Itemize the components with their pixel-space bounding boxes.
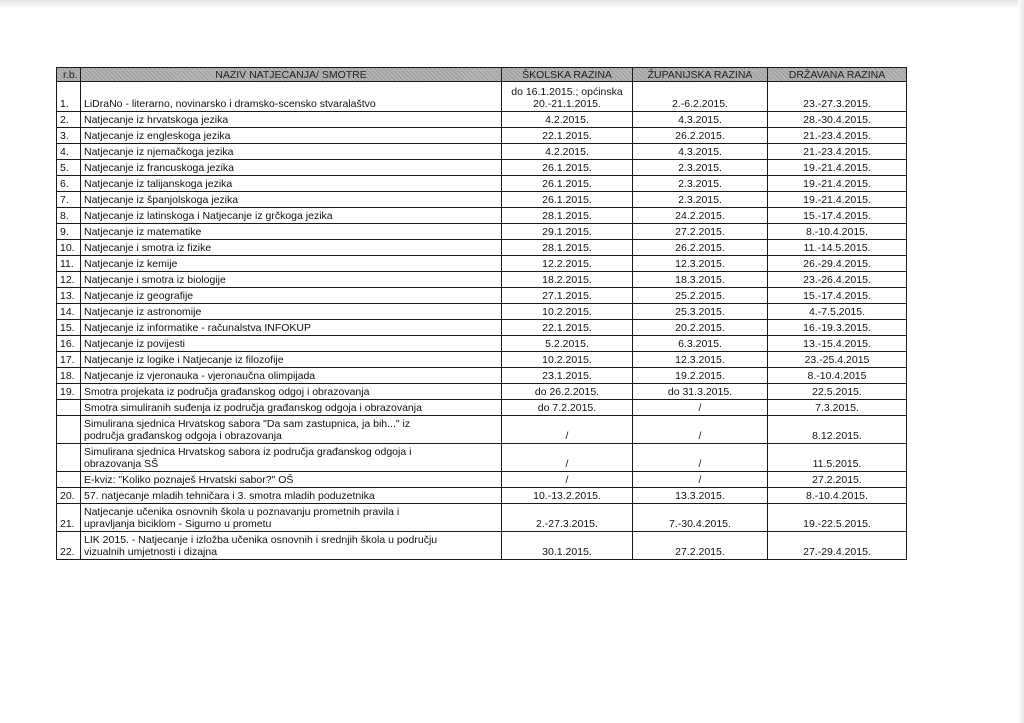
county-level-date-text: 4.3.2015. [678, 146, 722, 158]
county-level-date [633, 400, 768, 416]
row-number-text: 6. [60, 178, 69, 190]
table-row [57, 416, 907, 444]
header-skolska: ŠKOLSKA RAZINA [502, 68, 633, 82]
school-level-date-text: 22.1.2015. [542, 322, 592, 334]
school-level-date-text: 26.1.2015. [542, 162, 592, 174]
row-number-text: 17. [60, 354, 75, 366]
school-level-date-text: / [565, 474, 569, 486]
row-number-text: 1. [60, 98, 69, 110]
table-body [57, 82, 907, 560]
competition-name-text: Natjecanje iz astronomije [84, 306, 202, 318]
competition-name [81, 256, 502, 272]
row-number [57, 112, 81, 128]
competition-name [81, 304, 502, 320]
row-number [57, 304, 81, 320]
header-zupanijska: ŽUPANIJSKA RAZINA [633, 68, 768, 82]
competition-name-text: Natjecanje iz informatike - računalstva INFOKUP [84, 322, 311, 334]
table-row [57, 504, 907, 532]
competition-name-text: Smotra simuliranih suđenja iz područja građanskog odgoja i obrazovanja [84, 402, 422, 414]
competition-name-text: Smotra projekata iz područja građanskog odgoj i obrazovanja [84, 386, 370, 398]
competition-name-text: područja građanskog odgoja i obrazovanja [84, 430, 282, 442]
county-level-date [633, 368, 768, 384]
row-number-text: 5. [60, 162, 69, 174]
state-level-date-text: 27.-29.4.2015. [803, 546, 871, 558]
competition-name-text: LiDraNo - literarno, novinarsko i dramsko-scensko stvaralaštvo [84, 98, 376, 110]
county-level-date-text: 25.2.2015. [675, 290, 725, 302]
competition-name [81, 128, 502, 144]
table-row [57, 224, 907, 240]
state-level-date-text: 27.2.2015. [812, 474, 862, 486]
state-level-date-text: 8.-10.4.2015 [807, 370, 867, 382]
competition-name [81, 160, 502, 176]
school-level-date-line1: do 16.1.2015.; općinska [511, 86, 623, 98]
county-level-date-text: / [698, 474, 702, 486]
county-level-date-text: 13.3.2015. [675, 490, 725, 502]
table-row [57, 176, 907, 192]
county-level-date-text: 2.-6.2.2015. [671, 98, 729, 110]
school-level-date [502, 416, 633, 444]
scan-edge-right [1018, 0, 1024, 723]
table-row [57, 400, 907, 416]
competition-name-text: upravljanja biciklom - Sigurno u prometu [84, 518, 272, 530]
competition-name-line1: Natjecanje učenika osnovnih škola u poznavanju prometnih pravila i [84, 506, 400, 518]
school-level-date-text: 22.1.2015. [542, 130, 592, 142]
school-level-date [502, 444, 633, 472]
county-level-date [633, 444, 768, 472]
competition-name [81, 288, 502, 304]
competition-name-text: Natjecanje iz njemačkoga jezika [84, 146, 234, 158]
county-level-date-text: / [698, 430, 702, 442]
row-number-text: 10. [60, 242, 75, 254]
competition-name [81, 444, 502, 472]
competition-name [81, 416, 502, 444]
row-number [57, 488, 81, 504]
competition-name-text: Natjecanje iz hrvatskoga jezika [84, 114, 229, 126]
county-level-date-text: 12.3.2015. [675, 354, 725, 366]
row-number [57, 504, 81, 532]
row-number [57, 160, 81, 176]
county-level-date [633, 128, 768, 144]
school-level-date-text: 26.1.2015. [542, 178, 592, 190]
table-row [57, 240, 907, 256]
school-level-date-text: 10.-13.2.2015. [533, 490, 601, 502]
state-level-date-text: 21.-23.4.2015. [803, 146, 871, 158]
competition-name-text: obrazovanja SŠ [84, 458, 159, 470]
state-level-date-text: 8.-10.4.2015. [806, 490, 868, 502]
row-number-text: 13. [60, 290, 75, 302]
school-level-date-text: / [565, 430, 569, 442]
competition-name-text: Natjecanje i smotra iz biologije [84, 274, 226, 286]
table-row [57, 160, 907, 176]
county-level-date [633, 144, 768, 160]
county-level-date-text: 4.3.2015. [678, 114, 722, 126]
row-number [57, 82, 81, 112]
competition-name-text: Natjecanje iz vjeronauka - vjeronaučna olimpijada [84, 370, 316, 382]
county-level-date [633, 82, 768, 112]
county-level-date [633, 352, 768, 368]
county-level-date-text: do 31.3.2015. [667, 386, 733, 398]
competition-name [81, 352, 502, 368]
county-level-date [633, 224, 768, 240]
county-level-date-text: 19.2.2015. [675, 370, 725, 382]
school-level-date-text: 12.2.2015. [542, 258, 592, 270]
table-row [57, 336, 907, 352]
state-level-date [768, 304, 907, 320]
table-row [57, 208, 907, 224]
school-level-date-text: 4.2.2015. [545, 146, 589, 158]
competition-name-text: Natjecanje iz geografije [84, 290, 194, 302]
state-level-date [768, 444, 907, 472]
school-level-date-text: 26.1.2015. [542, 194, 592, 206]
school-level-date-text: 2.-27.3.2015. [536, 518, 598, 530]
school-level-date-text: 10.2.2015. [542, 306, 592, 318]
school-level-date [502, 224, 633, 240]
competition-name-text: E-kviz: "Koliko poznaješ Hrvatski sabor?" OŠ [84, 474, 294, 486]
competition-name-line1: Simulirana sjednica Hrvatskog sabora iz područja građanskog odgoja i [84, 446, 412, 458]
county-level-date [633, 472, 768, 488]
row-number-text: 15. [60, 322, 75, 334]
competition-name-line1: LIK 2015. - Natjecanje i izložba učenika osnovnih i srednjih škola u području [84, 534, 438, 546]
row-number-text: 21. [60, 518, 75, 530]
school-level-date-text: 27.1.2015. [542, 290, 592, 302]
school-level-date-text: 5.2.2015. [545, 338, 589, 350]
state-level-date-text: 22.5.2015. [812, 386, 862, 398]
state-level-date-text: 4.-7.5.2015. [808, 306, 866, 318]
row-number [57, 128, 81, 144]
state-level-date [768, 352, 907, 368]
competitions-table [56, 67, 907, 560]
school-level-date-text: 10.2.2015. [542, 354, 592, 366]
county-level-date [633, 288, 768, 304]
competition-name-text: Natjecanje i smotra iz fizike [84, 242, 212, 254]
state-level-date-text: 19.-21.4.2015. [803, 162, 871, 174]
state-level-date [768, 176, 907, 192]
county-level-date [633, 304, 768, 320]
row-number-text: 3. [60, 130, 69, 142]
school-level-date [502, 320, 633, 336]
table-row [57, 532, 907, 560]
state-level-date [768, 368, 907, 384]
state-level-date [768, 240, 907, 256]
competition-name [81, 336, 502, 352]
table-row [57, 288, 907, 304]
row-number [57, 416, 81, 444]
state-level-date [768, 144, 907, 160]
school-level-date [502, 488, 633, 504]
county-level-date [633, 208, 768, 224]
competition-name [81, 384, 502, 400]
state-level-date [768, 272, 907, 288]
row-number [57, 352, 81, 368]
competition-name-text: Natjecanje iz talijanskoga jezika [84, 178, 233, 190]
state-level-date [768, 488, 907, 504]
competition-name-text: Natjecanje iz logike i Natjecanje iz filozofije [84, 354, 284, 366]
competition-name-text: vizualnih umjetnosti i dizajna [84, 546, 218, 558]
row-number [57, 224, 81, 240]
school-level-date [502, 504, 633, 532]
county-level-date [633, 384, 768, 400]
competition-name-text: Natjecanje iz španjolskoga jezika [84, 194, 239, 206]
school-level-date-text: 4.2.2015. [545, 114, 589, 126]
school-level-date [502, 368, 633, 384]
school-level-date [502, 82, 633, 112]
county-level-date-text: 26.2.2015. [675, 242, 725, 254]
scan-edge-top [0, 0, 1024, 8]
row-number-text: 4. [60, 146, 69, 158]
county-level-date [633, 488, 768, 504]
school-level-date [502, 472, 633, 488]
school-level-date [502, 208, 633, 224]
row-number [57, 320, 81, 336]
school-level-date-text: do 26.2.2015. [534, 386, 600, 398]
county-level-date [633, 336, 768, 352]
county-level-date [633, 176, 768, 192]
county-level-date-text: 20.2.2015. [675, 322, 725, 334]
state-level-date [768, 112, 907, 128]
county-level-date-text: 7.-30.4.2015. [669, 518, 731, 530]
county-level-date-text: 18.3.2015. [675, 274, 725, 286]
county-level-date-text: 24.2.2015. [675, 210, 725, 222]
row-number-text: 7. [60, 194, 69, 206]
school-level-date-text: / [565, 458, 569, 470]
state-level-date [768, 224, 907, 240]
school-level-date [502, 144, 633, 160]
competition-name-text: Natjecanje iz latinskoga i Natjecanje iz grčkoga jezika [84, 210, 333, 222]
table-row [57, 320, 907, 336]
state-level-date [768, 472, 907, 488]
state-level-date [768, 160, 907, 176]
school-level-date-text: 28.1.2015. [542, 242, 592, 254]
table-row [57, 352, 907, 368]
school-level-date-text: 28.1.2015. [542, 210, 592, 222]
school-level-date-text: 30.1.2015. [542, 546, 592, 558]
competition-name [81, 504, 502, 532]
county-level-date-text: 2.3.2015. [678, 162, 722, 174]
competition-name-line1: Simulirana sjednica Hrvatskog sabora "Da sam zastupnica, ja bih..." iz [84, 418, 411, 430]
county-level-date [633, 256, 768, 272]
county-level-date-text: 26.2.2015. [675, 130, 725, 142]
school-level-date [502, 304, 633, 320]
state-level-date-text: 23.-26.4.2015. [803, 274, 871, 286]
state-level-date [768, 192, 907, 208]
competition-name-text: Natjecanje iz engleskoga jezika [84, 130, 231, 142]
competition-name [81, 272, 502, 288]
county-level-date-text: 6.3.2015. [678, 338, 722, 350]
row-number [57, 272, 81, 288]
row-number [57, 192, 81, 208]
state-level-date [768, 384, 907, 400]
competition-name [81, 320, 502, 336]
competition-name [81, 368, 502, 384]
school-level-date-text: 20.-21.1.2015. [533, 98, 601, 110]
row-number [57, 444, 81, 472]
state-level-date-text: 26.-29.4.2015. [803, 258, 871, 270]
competition-name-text: Natjecanje iz francuskoga jezika [84, 162, 234, 174]
school-level-date-text: 29.1.2015. [542, 226, 592, 238]
school-level-date [502, 176, 633, 192]
competition-name [81, 208, 502, 224]
row-number-text: 11. [60, 258, 74, 270]
county-level-date-text: 27.2.2015. [675, 226, 725, 238]
county-level-date [633, 112, 768, 128]
county-level-date [633, 192, 768, 208]
table-row [57, 444, 907, 472]
table-row [57, 488, 907, 504]
school-level-date [502, 128, 633, 144]
row-number-text: 12. [60, 274, 75, 286]
state-level-date-text: 21.-23.4.2015. [803, 130, 871, 142]
school-level-date [502, 336, 633, 352]
competition-name-text: Natjecanje iz matematike [84, 226, 202, 238]
county-level-date [633, 160, 768, 176]
row-number [57, 240, 81, 256]
state-level-date-text: 11.-14.5.2015. [803, 242, 871, 254]
header-drzavna: DRŽAVANA RAZINA [768, 68, 907, 82]
school-level-date-text: 23.1.2015. [542, 370, 592, 382]
county-level-date-text: 2.3.2015. [678, 194, 722, 206]
county-level-date [633, 240, 768, 256]
school-level-date [502, 288, 633, 304]
school-level-date [502, 352, 633, 368]
state-level-date-text: 23.-27.3.2015. [803, 98, 871, 110]
school-level-date [502, 256, 633, 272]
row-number-text: 18. [60, 370, 75, 382]
table-row [57, 304, 907, 320]
table-row [57, 384, 907, 400]
competition-name-text: Natjecanje iz kemije [84, 258, 178, 270]
state-level-date-text: 11.5.2015. [812, 458, 862, 470]
school-level-date-text: do 7.2.2015. [537, 402, 597, 414]
row-number [57, 532, 81, 560]
competition-name [81, 224, 502, 240]
competition-name [81, 472, 502, 488]
table-row [57, 272, 907, 288]
school-level-date [502, 112, 633, 128]
state-level-date-text: 13.-15.4.2015. [803, 338, 871, 350]
state-level-date-text: 15.-17.4.2015. [803, 290, 871, 302]
table-row [57, 368, 907, 384]
row-number [57, 144, 81, 160]
state-level-date [768, 416, 907, 444]
header-rb: r.b. [57, 68, 81, 82]
school-level-date [502, 192, 633, 208]
county-level-date-text: / [698, 402, 702, 414]
table-row [57, 472, 907, 488]
competition-name [81, 82, 502, 112]
county-level-date-text: 12.3.2015. [675, 258, 725, 270]
row-number [57, 176, 81, 192]
state-level-date [768, 320, 907, 336]
row-number-text: 19. [60, 386, 75, 398]
header-naziv: NAZIV NATJECANJA/ SMOTRE [81, 68, 502, 82]
table-row [57, 112, 907, 128]
competition-name [81, 176, 502, 192]
state-level-date [768, 128, 907, 144]
state-level-date-text: 8.-10.4.2015. [806, 226, 868, 238]
table-row [57, 256, 907, 272]
row-number [57, 208, 81, 224]
header-row [57, 68, 907, 82]
state-level-date [768, 336, 907, 352]
row-number-text: 20. [60, 490, 75, 502]
table-row [57, 128, 907, 144]
county-level-date-text: 25.3.2015. [675, 306, 725, 318]
competition-name [81, 400, 502, 416]
state-level-date-text: 19.-22.5.2015. [803, 518, 871, 530]
row-number-text: 8. [60, 210, 69, 222]
competition-name [81, 532, 502, 560]
row-number [57, 368, 81, 384]
competition-name [81, 192, 502, 208]
row-number [57, 288, 81, 304]
county-level-date [633, 532, 768, 560]
school-level-date [502, 240, 633, 256]
table-row [57, 192, 907, 208]
state-level-date [768, 504, 907, 532]
row-number [57, 256, 81, 272]
row-number-text: 2. [60, 114, 69, 126]
county-level-date-text: 27.2.2015. [675, 546, 725, 558]
school-level-date [502, 272, 633, 288]
state-level-date-text: 23.-25.4.2015 [804, 354, 870, 366]
state-level-date [768, 288, 907, 304]
state-level-date-text: 16.-19.3.2015. [803, 322, 871, 334]
state-level-date [768, 82, 907, 112]
school-level-date [502, 384, 633, 400]
row-number-text: 22. [60, 546, 75, 558]
state-level-date [768, 256, 907, 272]
competition-name [81, 112, 502, 128]
row-number [57, 336, 81, 352]
competition-name-text: 57. natjecanje mladih tehničara i 3. smotra mladih poduzetnika [84, 490, 375, 502]
state-level-date-text: 15.-17.4.2015. [803, 210, 871, 222]
state-level-date-text: 19.-21.4.2015. [803, 194, 871, 206]
competition-name-text: Natjecanje iz povijesti [84, 338, 185, 350]
state-level-date [768, 400, 907, 416]
county-level-date [633, 416, 768, 444]
county-level-date-text: 2.3.2015. [678, 178, 722, 190]
county-level-date [633, 272, 768, 288]
row-number [57, 472, 81, 488]
competition-name [81, 488, 502, 504]
county-level-date-text: / [698, 458, 702, 470]
state-level-date-text: 19.-21.4.2015. [803, 178, 871, 190]
school-level-date [502, 160, 633, 176]
table-row [57, 82, 907, 112]
school-level-date [502, 532, 633, 560]
state-level-date [768, 532, 907, 560]
table-row [57, 144, 907, 160]
row-number-text: 9. [60, 226, 69, 238]
row-number-text: 14. [60, 306, 75, 318]
competition-name [81, 144, 502, 160]
state-level-date [768, 208, 907, 224]
state-level-date-text: 7.3.2015. [815, 402, 859, 414]
state-level-date-text: 8.12.2015. [812, 430, 862, 442]
row-number [57, 400, 81, 416]
row-number-text: 16. [60, 338, 75, 350]
competition-name [81, 240, 502, 256]
school-level-date-text: 18.2.2015. [542, 274, 592, 286]
county-level-date [633, 504, 768, 532]
state-level-date-text: 28.-30.4.2015. [803, 114, 871, 126]
row-number [57, 384, 81, 400]
school-level-date [502, 400, 633, 416]
county-level-date [633, 320, 768, 336]
